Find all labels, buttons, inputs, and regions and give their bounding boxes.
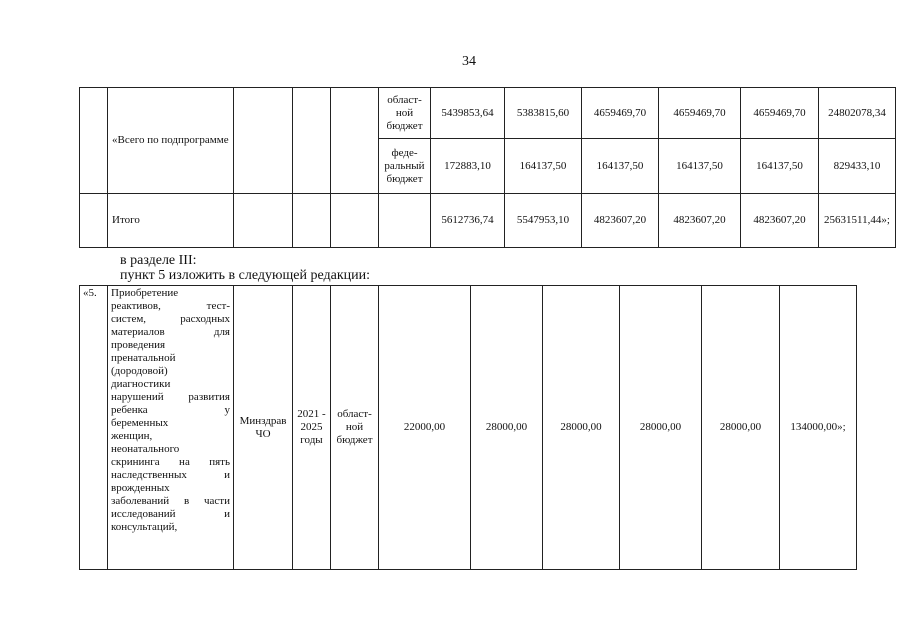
instruction-text: пункт 5 изложить в следующей редакции: (120, 268, 370, 283)
value-cell: 5439853,64 (431, 88, 505, 139)
value-cell: 164137,50 (741, 139, 819, 194)
value-cell: 4823607,20 (582, 194, 659, 248)
value-cell: 28000,00 (620, 286, 702, 570)
value-cell: 28000,00 (543, 286, 620, 570)
value-cell: 22000,00 (379, 286, 471, 570)
value-cell: 164137,50 (659, 139, 741, 194)
item-5-table (79, 285, 857, 570)
value-cell: 172883,10 (431, 139, 505, 194)
summary-table (79, 87, 896, 248)
value-cell: 25631511,44»; (819, 194, 896, 248)
funding-source (379, 194, 431, 248)
funding-source: феде- ральный бюджет (379, 139, 431, 194)
table-row (80, 88, 896, 139)
item-name: Приобретение реактивов, тест- систем, расходных материалов для проведения пренатальной (дородовой) диагностики нарушений развития ребенка у беременных женщин, неонатального скрининга на пять наследственных и врожденных заболеваний в части исследований и консультаций, (108, 286, 234, 570)
period: 2021 - 2025 годы (293, 286, 331, 570)
executor: Минздрав ЧО (234, 286, 293, 570)
page-number: 34 (462, 54, 476, 69)
value-cell: 28000,00 (702, 286, 780, 570)
funding-source: област- ной бюджет (331, 286, 379, 570)
value-cell: 4659469,70 (659, 88, 741, 139)
item-index: «5. (80, 286, 108, 570)
table-row (80, 194, 896, 248)
value-cell: 28000,00 (471, 286, 543, 570)
value-cell: 24802078,34 (819, 88, 896, 139)
table-row (80, 286, 857, 570)
value-cell: 5612736,74 (431, 194, 505, 248)
value-cell: 164137,50 (505, 139, 582, 194)
row-name-total: Итого (108, 194, 234, 248)
value-cell: 5383815,60 (505, 88, 582, 139)
value-cell: 4659469,70 (741, 88, 819, 139)
value-cell: 4659469,70 (582, 88, 659, 139)
value-cell: 4823607,20 (659, 194, 741, 248)
value-cell: 4823607,20 (741, 194, 819, 248)
value-cell: 164137,50 (582, 139, 659, 194)
value-cell: 5547953,10 (505, 194, 582, 248)
value-cell: 829433,10 (819, 139, 896, 194)
value-cell: 134000,00»; (780, 286, 857, 570)
row-name-total-subprogram: «Всего по подпрограмме (108, 88, 234, 194)
funding-source: област- ной бюджет (379, 88, 431, 139)
section-text: в разделе III: (120, 253, 197, 268)
